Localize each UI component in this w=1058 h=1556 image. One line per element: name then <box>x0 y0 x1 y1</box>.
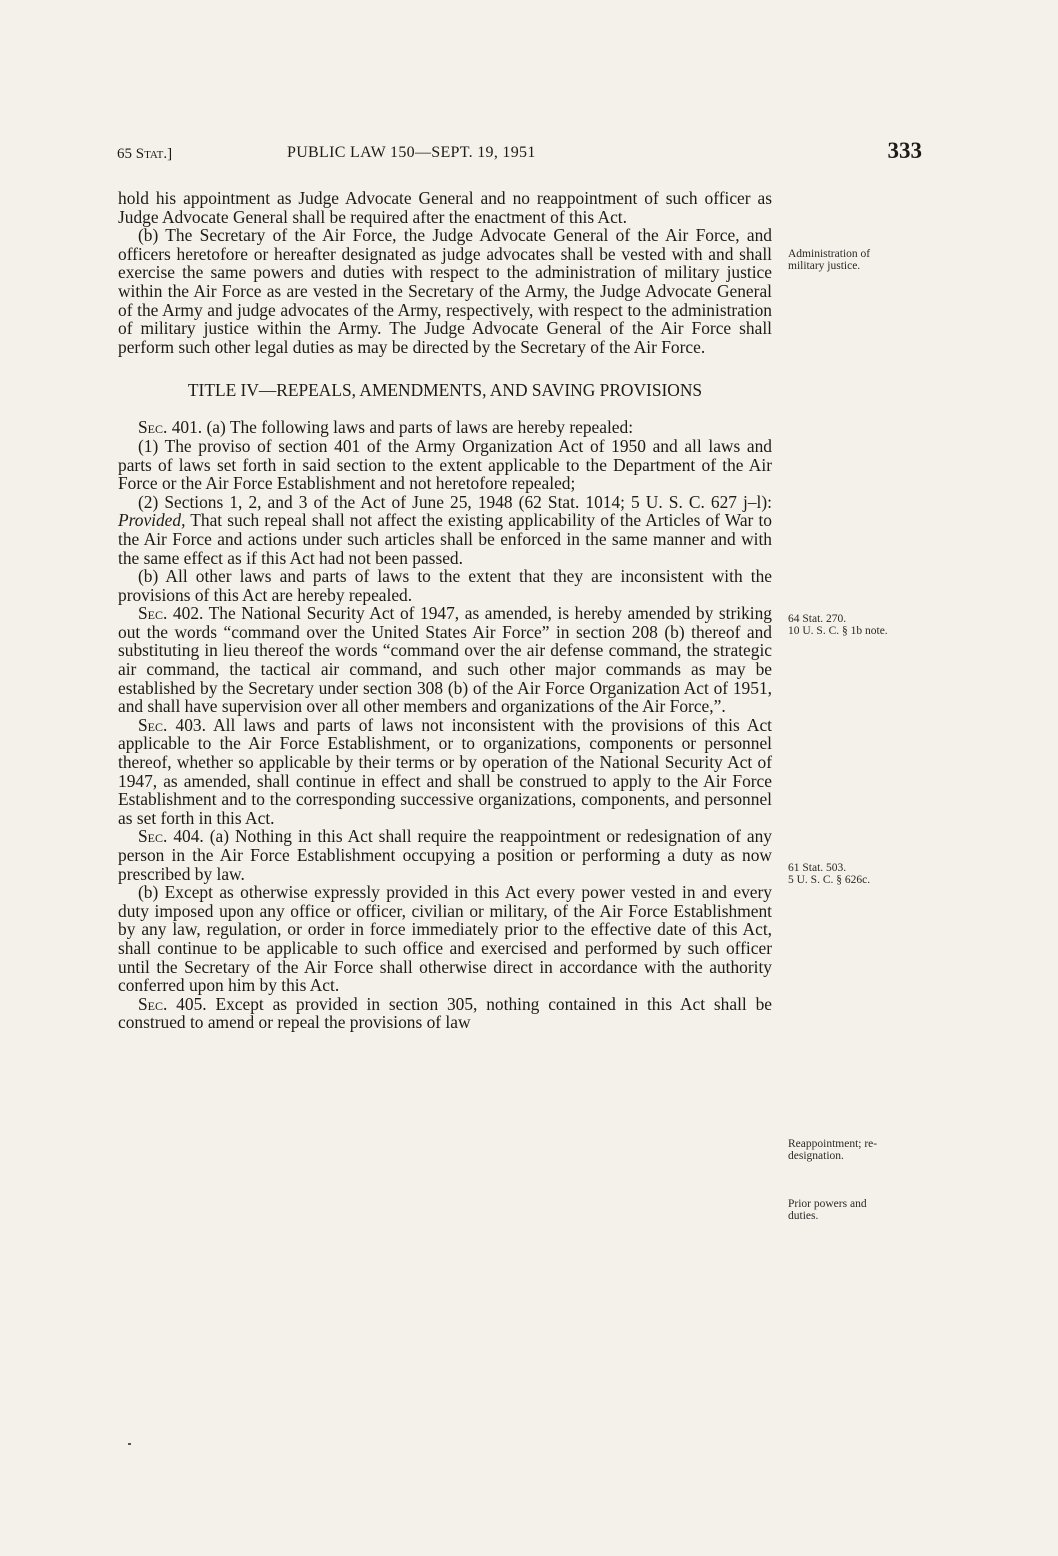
title-heading: TITLE IV—REPEALS, AMENDMENTS, AND SAVING PROVISIONS <box>187 380 703 401</box>
section-401-b <box>118 567 772 604</box>
paragraph-b-military-justice <box>118 226 772 356</box>
margin-note-line: 64 Stat. 270. <box>788 613 847 625</box>
margin-note-line: military justice. <box>788 260 861 272</box>
paragraph-text: Except as provided in section 305, nothing contained in this Act shall be construed to amend or repeal the provisions of law <box>118 993 772 1033</box>
paragraph-text: All laws and parts of laws not inconsistent with the provisions of this Act applicable to the Air Force Establishment, or to organizations, components or personnel thereof, whether so applicable by their terms or by operation of the National Security Act of 1947, as amended, shall continue in effect and shall be construed to apply to the Air Force Establishment and to the corresponding successive organizations, components, and personnel as set forth in this Act. <box>118 714 773 828</box>
margin-note-line: Reappointment; re- <box>788 1138 878 1150</box>
section-403 <box>118 716 772 828</box>
margin-note-line: designation. <box>788 1150 844 1162</box>
paragraph-text: (b) Except as otherwise expressly provided in this Act every power vested in and every duty imposed upon any office or officer, civilian or military, of the Air Force Establishment by any law, regulation, or order in force immediately prior to the effective date of this Act, shall continue to be applicable to such office and exercised and performed by such officer until the Secretary of the Air Force shall otherwise direct in accordance with the authority conferred upon him by this Act. <box>118 882 772 996</box>
margin-note-line: 61 Stat. 503. <box>788 862 847 874</box>
section-label: Sec. 403. <box>138 714 206 735</box>
margin-note-citation-64-stat <box>788 613 933 637</box>
running-title: PUBLIC LAW 150—SEPT. 19, 1951 <box>287 144 536 161</box>
section-402 <box>118 604 772 716</box>
paragraph-text: hold his appointment as Judge Advocate General and no reappointment of such officer as Judge Advocate General shall be required after the enactment of this Act. <box>118 188 772 227</box>
paragraph-text: That such repeal shall not affect the existing applicability of the Articles of War to the Air Force and actions under such articles shall be enforced in the same manner and with the same effect as if this Act had not been passed. <box>118 510 772 568</box>
statute-volume: 65 Stat.] <box>117 146 173 162</box>
page-number: 333 <box>887 138 922 163</box>
margin-note-administration <box>788 248 933 272</box>
paragraph-text: (b) The Secretary of the Air Force, the Judge Advocate General of the Air Force, and officers heretofore or hereafter designated as judge advocates shall be vested with and shall exercise the same powers and duties with respect to the administration of military justice within the Air Force as are vested in the Secretary of the Army, the Judge Advocate General of the Army and judge advocates of the Army, respectively, with respect to the administration of military justice within the Army. The Judge Advocate General of the Air Force shall perform such other legal duties as may be directed by the Secretary of the Air Force. <box>118 225 772 357</box>
page-header <box>117 138 922 174</box>
body-text <box>118 189 772 1032</box>
margin-note-line: Administration of <box>788 248 871 260</box>
section-401 <box>118 418 772 437</box>
section-label: Sec. 404. <box>138 826 204 847</box>
paragraph-text: (a) Nothing in this Act shall require the reappointment or redesignation of any person in the Air Force Establishment occupying a position or performing a duty as now prescribed by law. <box>118 826 772 884</box>
margin-note-line: Prior powers and <box>788 1198 867 1210</box>
section-404-b <box>118 883 772 995</box>
section-label: Sec. 402. <box>138 603 204 624</box>
margin-note-citation-61-stat <box>788 862 933 886</box>
section-label: Sec. 401. <box>138 417 203 438</box>
paragraph-text: (b) All other laws and parts of laws to the extent that they are inconsistent with the provisions of this Act are hereby repealed. <box>118 566 772 605</box>
section-401-a-2 <box>118 493 772 567</box>
margin-note-reappointment <box>788 1138 933 1162</box>
section-401-a-1 <box>118 437 772 493</box>
section-label: Sec. 405. <box>138 993 207 1014</box>
proviso-word: Provided, <box>118 510 186 531</box>
section-404-a <box>118 827 772 883</box>
section-405 <box>118 995 772 1032</box>
paragraph-continuation <box>118 189 772 226</box>
ink-speck <box>128 1443 131 1445</box>
paragraph-text: The National Security Act of 1947, as amended, is hereby amended by striking out the words “command over the United States Air Force” in section 208 (b) thereof and substituting in lieu thereof the words “command over the air defense command, the strategic air command, the tactical air command, and such other major commands as may be established by the Secretary under section 308 (b) of the Air Force Organization Act of 1951, and shall have supervision over all other members and organizations of the Air Force,”. <box>118 603 772 717</box>
margin-note-line: 10 U. S. C. § 1b note. <box>788 625 888 637</box>
margin-note-line: 5 U. S. C. § 626c. <box>788 874 871 886</box>
paragraph-text: (2) Sections 1, 2, and 3 of the Act of June 25, 1948 (62 Stat. 1014; 5 U. S. C. 627 j–l): <box>138 491 772 512</box>
margin-note-line: duties. <box>788 1210 819 1222</box>
paragraph-text: (1) The proviso of section 401 of the Army Organization Act of 1950 and all laws and parts of laws set forth in said section to the extent applicable to the Department of the Air Force or the Air Force Establishment and not heretofore repealed; <box>118 435 772 494</box>
margin-note-prior-powers <box>788 1198 933 1222</box>
paragraph-text: (a) The following laws and parts of laws are hereby repealed: <box>202 417 634 438</box>
